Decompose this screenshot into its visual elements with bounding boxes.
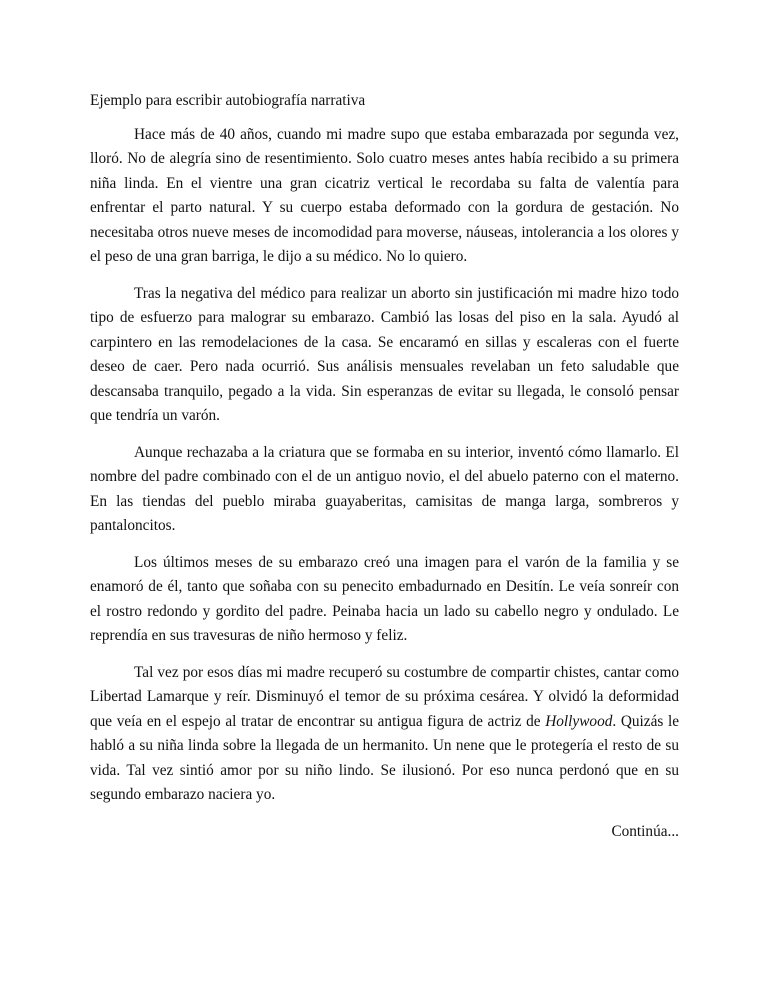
- paragraph-2: Tras la negativa del médico para realizar un aborto sin justificación mi madre hizo todo tipo de esfuerzo para malograr su embarazo. Cambió las losas del piso en la sala. Ayudó al carpintero en las remodelaciones de la casa. Se encaramó en sillas y escaleras con el fuerte deseo de caer. Pero nada ocurrió. Sus análisis mensuales revelaban un feto saludable que descansaba tranquilo, pegado a la vida. Sin esperanzas de evitar su llegada, le consoló pensar que tendría un varón.: [90, 284, 679, 424]
- document-page: [90, 89, 679, 844]
- paragraph-4: Los últimos meses de su embarazo creó una imagen para el varón de la familia y se enamoró de él, tanto que soñaba con su penecito embadurnado en Desitín. Le veía sonreír con el rostro redondo y gordito del padre. Peinaba hacia un lado su cabello negro y ondulado. Le reprendía en sus travesuras de niño hermoso y feliz.: [90, 553, 679, 644]
- paragraph-1: Hace más de 40 años, cuando mi madre supo que estaba embarazada por segunda vez, lloró. No de alegría sino de resentimiento. Solo cuatro meses antes había recibido a su primera niña linda. En el vientre una gran cicatriz vertical le recordaba su falta de valentía para enfrentar el parto natural. Y su cuerpo estaba deformado con la gordura de gestación. No necesitaba otros nueve meses de incomodidad para moverse, náuseas, intolerancia a los olores y el peso de una gran barriga, le dijo a su médico. No lo quiero.: [90, 125, 679, 265]
- document-title: Ejemplo para escribir autobiografía narrativa: [90, 92, 366, 109]
- paragraph-5-text-before: Tal vez por esos días mi madre recuperó su costumbre de compartir chistes, cantar como Libertad Lamarque y reír. Disminuyó el temor de su próxima cesárea. Y olvidó la deformidad que veía en el espejo al tratar de encontrar su antigua figura de actriz de: [90, 663, 679, 730]
- continues-marker: Continúa...: [611, 822, 679, 840]
- paragraph-3: Aunque rechazaba a la criatura que se formaba en su interior, inventó cómo llamarlo. El nombre del padre combinado con el de un antiguo novio, el del abuelo paterno con el materno. En las tiendas del pueblo miraba guayaberitas, camisitas de manga larga, sombreros y pantaloncitos.: [90, 443, 679, 534]
- paragraph-5: [90, 661, 679, 808]
- paragraph-5-text-after: . Quizás le habló a su niña linda sobre la llegada de un hermanito. Un nene que le protegería el resto de su vida. Tal vez sintió amor por su niño lindo. Se ilusionó. Por eso nunca perdonó que en su segundo embarazo naciera yo.: [90, 712, 679, 803]
- paragraph-5-italic-hollywood: Hollywood: [545, 712, 613, 730]
